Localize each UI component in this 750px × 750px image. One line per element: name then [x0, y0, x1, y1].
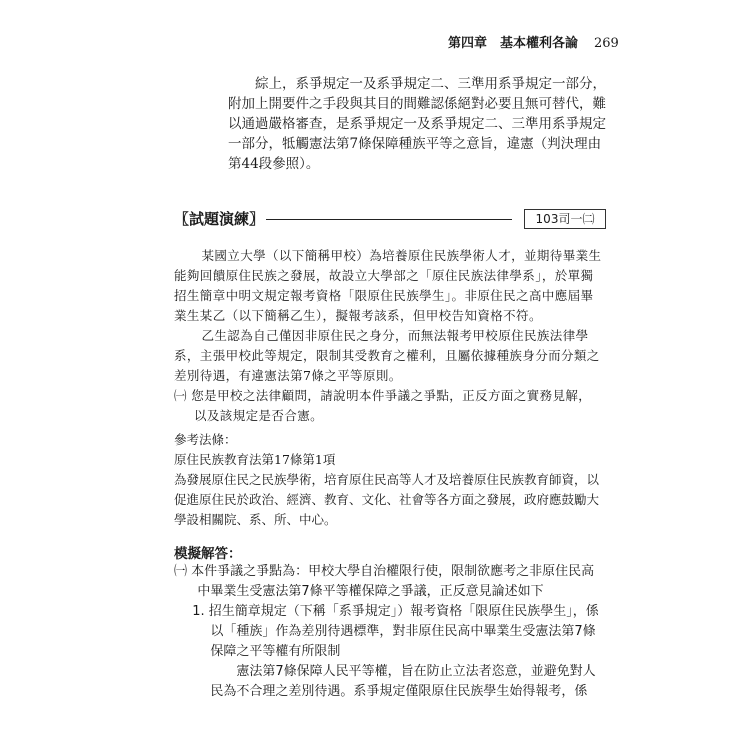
- running-header: [448, 32, 648, 52]
- answer-block: [174, 562, 604, 702]
- conclusion-paragraph: [228, 74, 608, 174]
- question-paragraph-1: 某國立大學（以下簡稱甲校）為培養原住民族學術人才，並期待畢業生能夠回饋原住民族之發展，故設立大學部之「原住民族法律學系」，於單獨招生簡章中明文規定報考資格「限原住民族學生」。非原住民之高中應屆畢業生某乙（以下簡稱乙生），擬報考該系，但甲校告知資格不符。: [174, 248, 602, 323]
- reference-law-text: 為發展原住民之民族學術，培育原住民高等人才及培養原住民族教育師資，以促進原住民於政治、經濟、教育、文化、社會等各方面之發展，政府應鼓勵大學設相關院、系、所、中心。: [174, 472, 600, 527]
- question-item-1: ㈠ 您是甲校之法律顧問，請說明本件爭議之爭點，正反方面之實務見解，以及該規定是否合憲。: [174, 388, 592, 423]
- answer-subitem-1: 1. 招生簡章規定（下稱「系爭規定」）報考資格「限原住民族學生」，係以「種族」作為差別待遇標準，對非原住民高中畢業生受憲法第7條保障之平等權有所限制: [192, 604, 599, 659]
- reference-law-title: 原住民族教育法第17條第1項: [174, 452, 336, 467]
- section-rule: [266, 219, 512, 220]
- question-paragraph-2: 乙生認為自己僅因非原住民之身分，而無法報考甲校原住民族法律學系，主張甲校此等規定，限制其受教育之權利，且屬依據種族身分而分類之差別待遇，有違憲法第7條之平等原則。: [174, 328, 600, 383]
- page-number: 269: [594, 36, 619, 51]
- answer-title: 模擬解答：: [174, 546, 242, 562]
- exam-code-box: 103司一㈡: [524, 209, 606, 229]
- answer-subitem-1-continued: 憲法第7條保障人民平等權，旨在防止立法者恣意，並避免對人民為不合理之差別待遇。系爭規定僅限原住民族學生始得報考，係: [210, 664, 596, 699]
- section-title: 〖試題演練〗: [174, 210, 265, 228]
- reference-law-block: [174, 430, 604, 530]
- reference-label: 參考法條：: [174, 432, 237, 447]
- question-block: [174, 246, 604, 426]
- answer-item-1: ㈠ 本件爭議之爭點為：甲校大學自治權限行使，限制欲應考之非原住民高中畢業生受憲法第7條平等權保障之爭議，正反意見論述如下: [174, 564, 595, 599]
- conclusion-text: 綜上，系爭規定一及系爭規定二、三準用系爭規定一部分，附加上開要件之手段與其目的間難認係絕對必要且無可替代，難以通過嚴格審查，是系爭規定一及系爭規定二、三準用系爭規定一部分，牴觸憲法第7條保障種族平等之意旨，違憲（判決理由第44段參照）。: [228, 76, 606, 172]
- section-heading-bar: [174, 208, 604, 230]
- chapter-title: 第四章 基本權利各論: [448, 36, 579, 51]
